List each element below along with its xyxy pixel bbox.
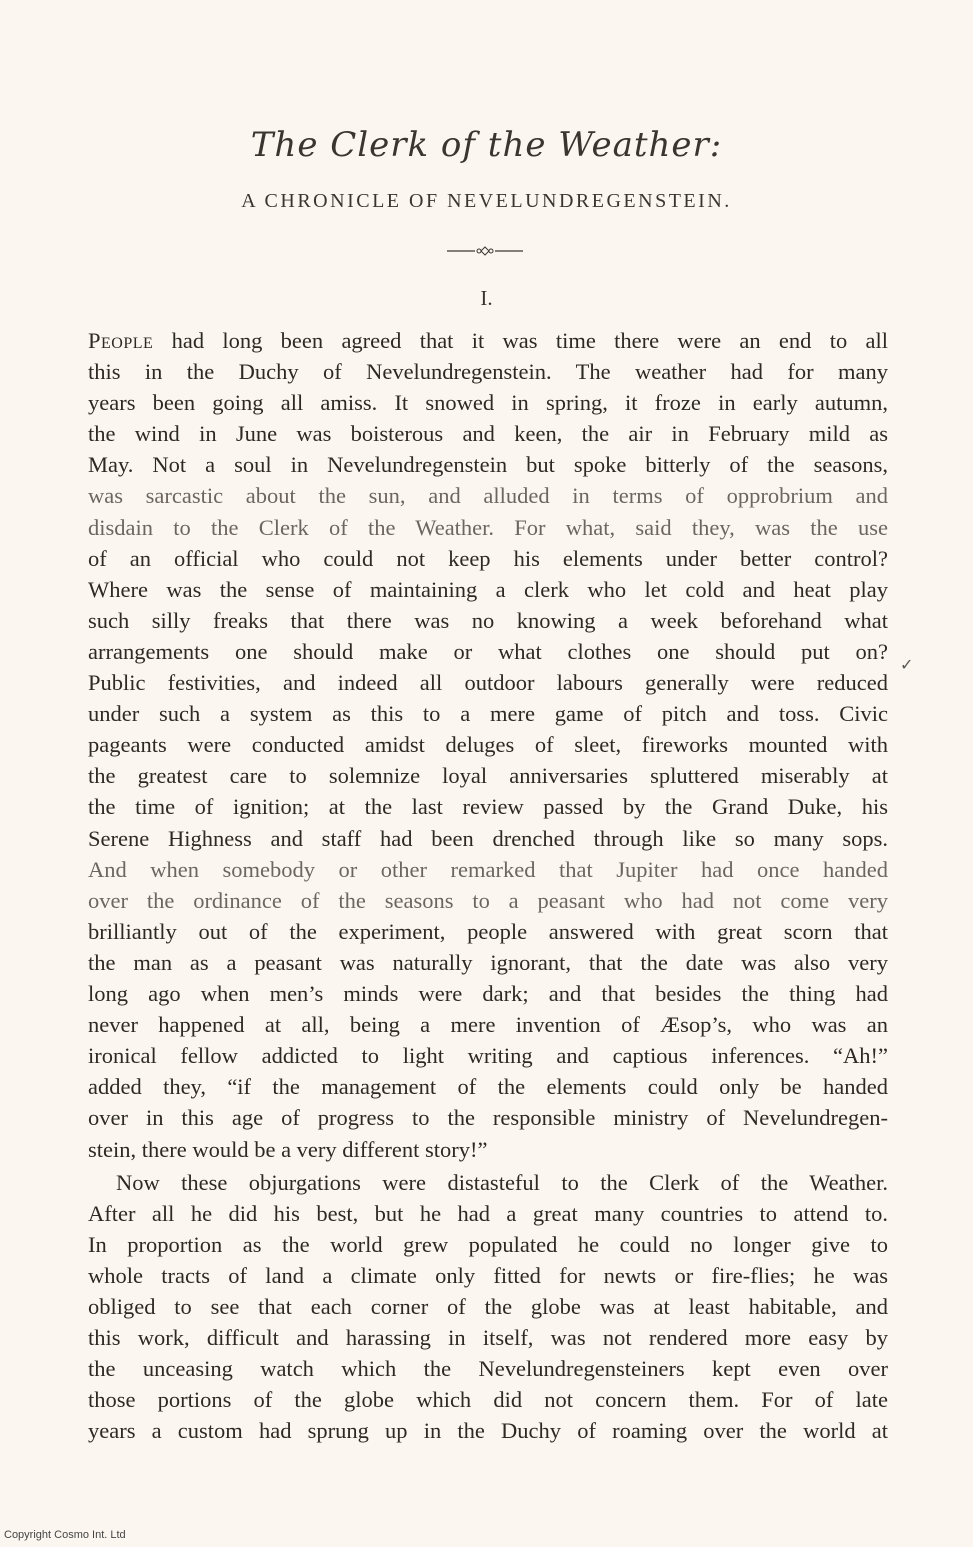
body-line (88, 1386, 888, 1414)
lead-word: People (88, 328, 154, 353)
body-line-text: over the ordinance of the seasons to a peasant who had not come very (88, 887, 888, 913)
ornament-divider (445, 244, 525, 258)
copyright-footer: Copyright Cosmo Int. Ltd (4, 1529, 126, 1541)
body-line-text: the time of ignition; at the last review passed by the Grand Duke, his (88, 794, 888, 820)
body-line-text: Where was the sense of maintaining a clerk who let cold and heat play (88, 576, 888, 602)
body-line-text: the man as a peasant was naturally ignorant, that the date was also very (88, 949, 888, 975)
body-line-text: under such a system as this to a mere game of pitch and toss. Civic (88, 701, 888, 727)
article-subtitle: A CHRONICLE OF NEVELUNDREGENSTEIN. (241, 190, 732, 212)
body-line-text: years a custom had sprung up in the Duchy of roaming over the world at (88, 1418, 888, 1444)
body-line (88, 1231, 888, 1259)
body-line-text: the wind in June was boisterous and keen, the air in February mild as (88, 421, 888, 447)
body-line (88, 1042, 888, 1070)
body-line (88, 358, 888, 386)
body-line (88, 1293, 888, 1321)
body-line (88, 669, 888, 697)
body-line-text: After all he did his best, but he had a great many countries to attend to. (88, 1200, 888, 1226)
body-line-text: whole tracts of land a climate only fitted for newts or fire-flies; he was (88, 1262, 888, 1288)
body-line (88, 918, 888, 946)
body-line-text: never happened at all, being a mere invention of Æsop’s, who was an (88, 1012, 888, 1038)
body-line (88, 825, 888, 853)
article-title: The Clerk of the Weather: (250, 125, 723, 165)
body-line (88, 887, 888, 915)
body-line-text: over in this age of progress to the responsible ministry of Nevelundregen- (88, 1105, 888, 1131)
body-line-text: long ago when men’s minds were dark; and that besides the thing had (88, 981, 888, 1006)
body-line (88, 482, 888, 510)
body-line (88, 576, 888, 604)
body-line (88, 514, 888, 542)
body-line (88, 420, 888, 448)
body-line-text: was sarcastic about the sun, and alluded in terms of opprobrium and (88, 483, 888, 509)
body-line (88, 980, 888, 1008)
body-line (88, 856, 888, 884)
body-line (88, 1169, 888, 1197)
body-line-text: And when somebody or other remarked that Jupiter had once handed (88, 856, 888, 882)
body-line-text: May. Not a soul in Nevelundregenstein but spoke bitterly of the seasons, (88, 452, 888, 478)
body-line-text: Public festivities, and indeed all outdoor labours generally were reduced (88, 670, 888, 695)
body-line (88, 700, 888, 728)
body-line (88, 389, 888, 417)
body-line (88, 793, 888, 821)
body-line (88, 451, 888, 479)
body-line-text: pageants were conducted amidst deluges of sleet, fireworks mounted with (88, 732, 888, 758)
body-line-text: years been going all amiss. It snowed in spring, it froze in early autumn, (88, 390, 888, 416)
body-line (88, 762, 888, 790)
body-line-text: such silly freaks that there was no knowing a week beforehand what (88, 607, 888, 633)
body-line-text: In proportion as the world grew populated he could no longer give to (88, 1231, 888, 1257)
body-line (88, 1073, 888, 1101)
body-line-text: the unceasing watch which the Nevelundregensteiners kept even over (88, 1356, 888, 1382)
body-line (88, 1262, 888, 1290)
body-line (88, 1355, 888, 1383)
first-line-rest: had long been agreed that it was time there were an end to all (153, 328, 888, 353)
body-line (88, 949, 888, 977)
body-line (88, 607, 888, 635)
body-line (88, 1324, 888, 1352)
body-line-text: of an official who could not keep his elements under better control? (88, 545, 888, 571)
section-numeral: I. (480, 286, 493, 310)
body-line-text: this in the Duchy of Nevelundregenstein. The weather had for many (88, 359, 888, 384)
body-line-text: disdain to the Clerk of the Weather. For what, said they, was the use (88, 514, 888, 540)
body-line (88, 1417, 888, 1445)
body-line-text: Serene Highness and staff had been drenched through like so many sops. (88, 825, 888, 851)
body-line-text: this work, difficult and harassing in itself, was not rendered more easy by (88, 1325, 888, 1351)
body-line-text: obliged to see that each corner of the globe was at least habitable, and (88, 1294, 888, 1319)
body-line (88, 1200, 888, 1228)
body-line (88, 1136, 888, 1164)
body-line-text: those portions of the globe which did not concern them. For of late (88, 1387, 888, 1413)
body-line-text: brilliantly out of the experiment, people answered with great scorn that (88, 918, 888, 944)
body-line (88, 638, 888, 666)
body-line-text: the greatest care to solemnize loyal anniversaries spluttered miserably at (88, 763, 888, 789)
body-line-text: ironical fellow addicted to light writing and captious inferences. “Ah!” (88, 1043, 888, 1069)
body-line-text: arrangements one should make or what clothes one should put on? (88, 638, 888, 664)
body-line (88, 1011, 888, 1039)
body-line (88, 545, 888, 573)
body-line (88, 731, 888, 759)
body-line-first (88, 327, 888, 355)
body-line-text: added they, “if the management of the elements could only be handed (88, 1074, 888, 1100)
body-line-text: Now these objurgations were distasteful to the Clerk of the Weather. (116, 1169, 888, 1195)
body-line-text: stein, there would be a very different story!” (88, 1136, 488, 1162)
margin-mark: ✓ (900, 657, 914, 674)
body-line (88, 1104, 888, 1132)
